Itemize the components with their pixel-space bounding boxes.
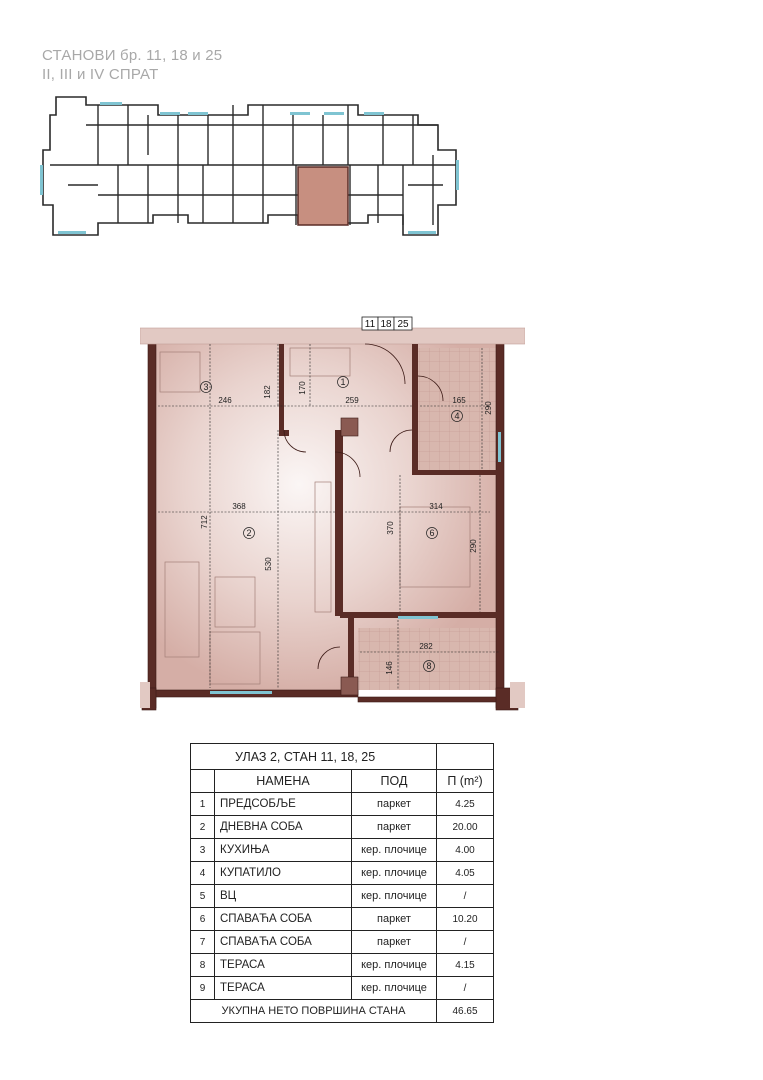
- dim-bedroom-left: 370: [386, 521, 395, 535]
- shaft: [341, 418, 358, 436]
- floor-plan: [140, 312, 525, 712]
- total-value: 46.65: [437, 1000, 494, 1023]
- room-number-3: 3: [203, 382, 209, 392]
- dim-bedroom-width: 314: [429, 502, 443, 511]
- table-row: 3 КУХИЊА кер. плочице 4.00: [191, 839, 494, 862]
- total-label: УКУПНА НЕТО ПОВРШИНА СТАНА: [191, 1000, 437, 1023]
- terrace-floor: [358, 628, 500, 690]
- table-row: 5 ВЦ кер. плочице /: [191, 885, 494, 908]
- tag-25: 25: [397, 319, 409, 330]
- dim-living-width: 368: [232, 502, 246, 511]
- room-number-2: 2: [246, 528, 252, 538]
- column-header-area: П (m²): [437, 770, 494, 793]
- key-plan: [38, 95, 463, 240]
- table-caption: УЛАЗ 2, СТАН 11, 18, 25: [191, 744, 437, 770]
- column-header-name: НАМЕНА: [215, 770, 352, 793]
- room-number-1: 1: [340, 377, 346, 387]
- table-row: 7 СПАВАЋА СОБА паркет /: [191, 931, 494, 954]
- table-row: 6 СПАВАЋА СОБА паркет 10.20: [191, 908, 494, 931]
- dim-hall-height: 170: [298, 381, 307, 395]
- table-row: 8 ТЕРАСА кер. плочице 4.15: [191, 954, 494, 977]
- dim-kitchen-height: 182: [263, 385, 272, 399]
- table-total-row: [191, 1000, 494, 1023]
- dim-terrace-width: 282: [419, 642, 433, 651]
- table-row: 1 ПРЕДСОБЉЕ паркет 4.25: [191, 793, 494, 816]
- dim-kitchen-width: 246: [218, 396, 232, 405]
- area-table: [190, 743, 494, 1023]
- tag-18: 18: [380, 319, 392, 330]
- title-floors: II, III и IV СПРАТ: [42, 66, 159, 83]
- tag-11: 11: [364, 319, 376, 330]
- dim-bath-width: 165: [452, 396, 466, 405]
- table-row: 9 ТЕРАСА кер. плочице /: [191, 977, 494, 1000]
- column-header-floor: ПОД: [352, 770, 437, 793]
- room-number-4: 4: [454, 411, 460, 421]
- room-number-8: 8: [426, 661, 432, 671]
- dim-hall-width: 259: [345, 396, 359, 405]
- dim-living-total: 712: [200, 515, 209, 529]
- room-number-6: 6: [429, 528, 435, 538]
- dim-terrace-height: 146: [385, 661, 394, 675]
- title-apartments: СТАНОВИ бр. 11, 18 и 25: [42, 47, 223, 64]
- dim-bedroom-right: 290: [469, 539, 478, 553]
- dim-bath-height: 290: [484, 401, 493, 415]
- key-plan-highlight: [298, 167, 348, 225]
- dim-living-height: 530: [264, 557, 273, 571]
- table-row: 4 КУПАТИЛО кер. плочице 4.05: [191, 862, 494, 885]
- shaft: [341, 677, 358, 695]
- apartment-tags: [362, 317, 412, 330]
- table-row: 2 ДНЕВНА СОБА паркет 20.00: [191, 816, 494, 839]
